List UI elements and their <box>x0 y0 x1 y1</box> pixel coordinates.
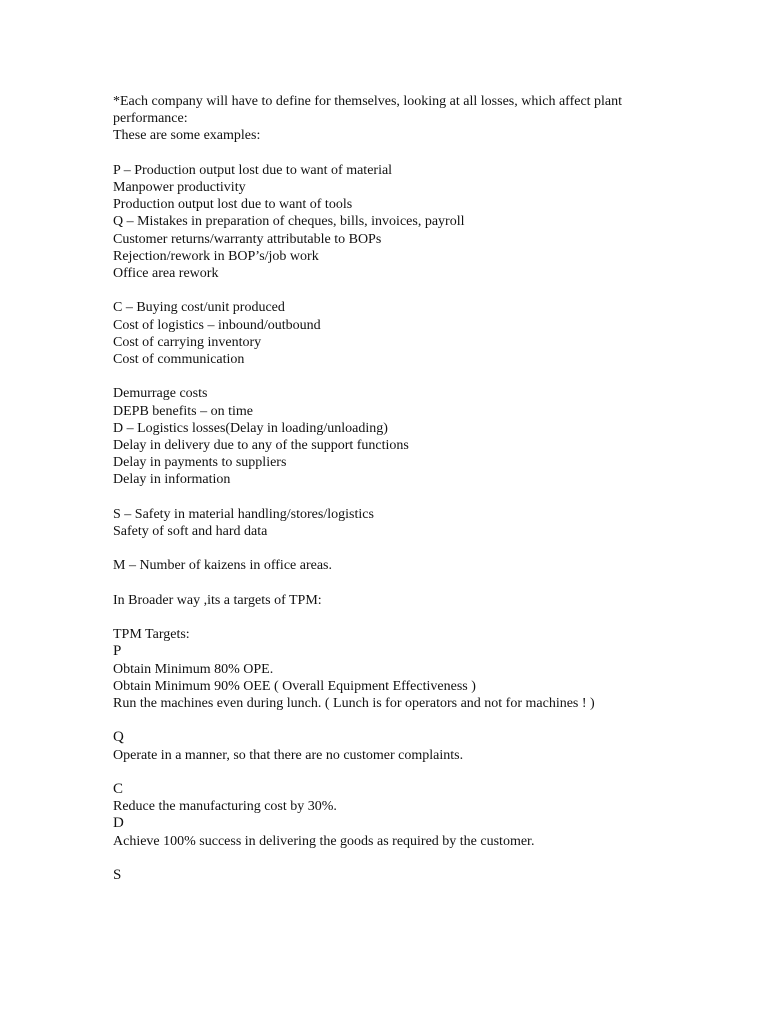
blank-line <box>113 609 673 626</box>
target-letter-d: D <box>113 815 124 832</box>
p-section-line: P – Production output lost due to want of material <box>113 162 393 178</box>
c-section-line: Cost of communication <box>113 352 245 368</box>
target-q-item: Operate in a manner, so that there are no customer complaints. <box>113 747 464 763</box>
q-section-line: Customer returns/warranty attributable to BOPs <box>113 231 382 247</box>
q-section-line: Q – Mistakes in preparation of cheques, bills, invoices, payroll <box>113 214 465 230</box>
blank-line <box>113 489 673 506</box>
target-p-item: Obtain Minimum 80% OPE. <box>113 661 274 677</box>
target-letter-p: P <box>113 643 122 660</box>
target-p-item: Obtain Minimum 90% OEE ( Overall Equipment Effectiveness ) <box>113 678 476 694</box>
tpm-targets-heading: TPM Targets: <box>113 627 190 643</box>
target-letter-c: C <box>113 780 124 797</box>
d-section-line: Delay in payments to suppliers <box>113 455 287 471</box>
blank-line <box>113 368 673 385</box>
d-section-line: D – Logistics losses(Delay in loading/unloading) <box>113 420 388 436</box>
target-c-item: Reduce the manufacturing cost by 30%. <box>113 799 337 815</box>
q-section-line: Office area rework <box>113 266 219 282</box>
document-page <box>113 93 673 884</box>
blank-line <box>113 712 673 729</box>
blank-line <box>113 850 673 867</box>
blank-line <box>113 282 673 299</box>
q-section-line: Rejection/rework in BOP’s/job work <box>113 248 319 264</box>
intro-examples-line: These are some examples: <box>113 128 261 144</box>
target-letter-q: Q <box>113 729 124 746</box>
c-section-line: Cost of carrying inventory <box>113 334 262 350</box>
c-section-line: Cost of logistics – inbound/outbound <box>113 317 321 333</box>
target-p-item: Run the machines even during lunch. ( Lunch is for operators and not for machines ! ) <box>113 696 595 711</box>
d-section-line: Delay in information <box>113 472 231 488</box>
c-section-line: C – Buying cost/unit produced <box>113 300 285 316</box>
blank-line <box>113 540 673 557</box>
blank-line <box>113 145 673 162</box>
d-section-line: Demurrage costs <box>113 386 208 402</box>
s-section-line: Safety of soft and hard data <box>113 524 268 540</box>
d-section-line: Delay in delivery due to any of the support functions <box>113 438 409 454</box>
blank-line <box>113 764 673 781</box>
m-section-line: M – Number of kaizens in office areas. <box>113 558 332 574</box>
target-d-item: Achieve 100% success in delivering the goods as required by the customer. <box>113 833 535 849</box>
p-section-line: Manpower productivity <box>113 180 246 195</box>
target-letter-s: S <box>113 866 122 883</box>
d-section-line: DEPB benefits – on time <box>113 403 253 419</box>
broader-line: In Broader way ,its a targets of TPM: <box>113 592 322 608</box>
p-section-line: Production output lost due to want of tools <box>113 197 353 213</box>
s-section-line: S – Safety in material handling/stores/logistics <box>113 506 374 522</box>
intro-line: *Each company will have to define for themselves, looking at all losses, which affect plant performance: <box>113 94 623 127</box>
blank-line <box>113 575 673 592</box>
